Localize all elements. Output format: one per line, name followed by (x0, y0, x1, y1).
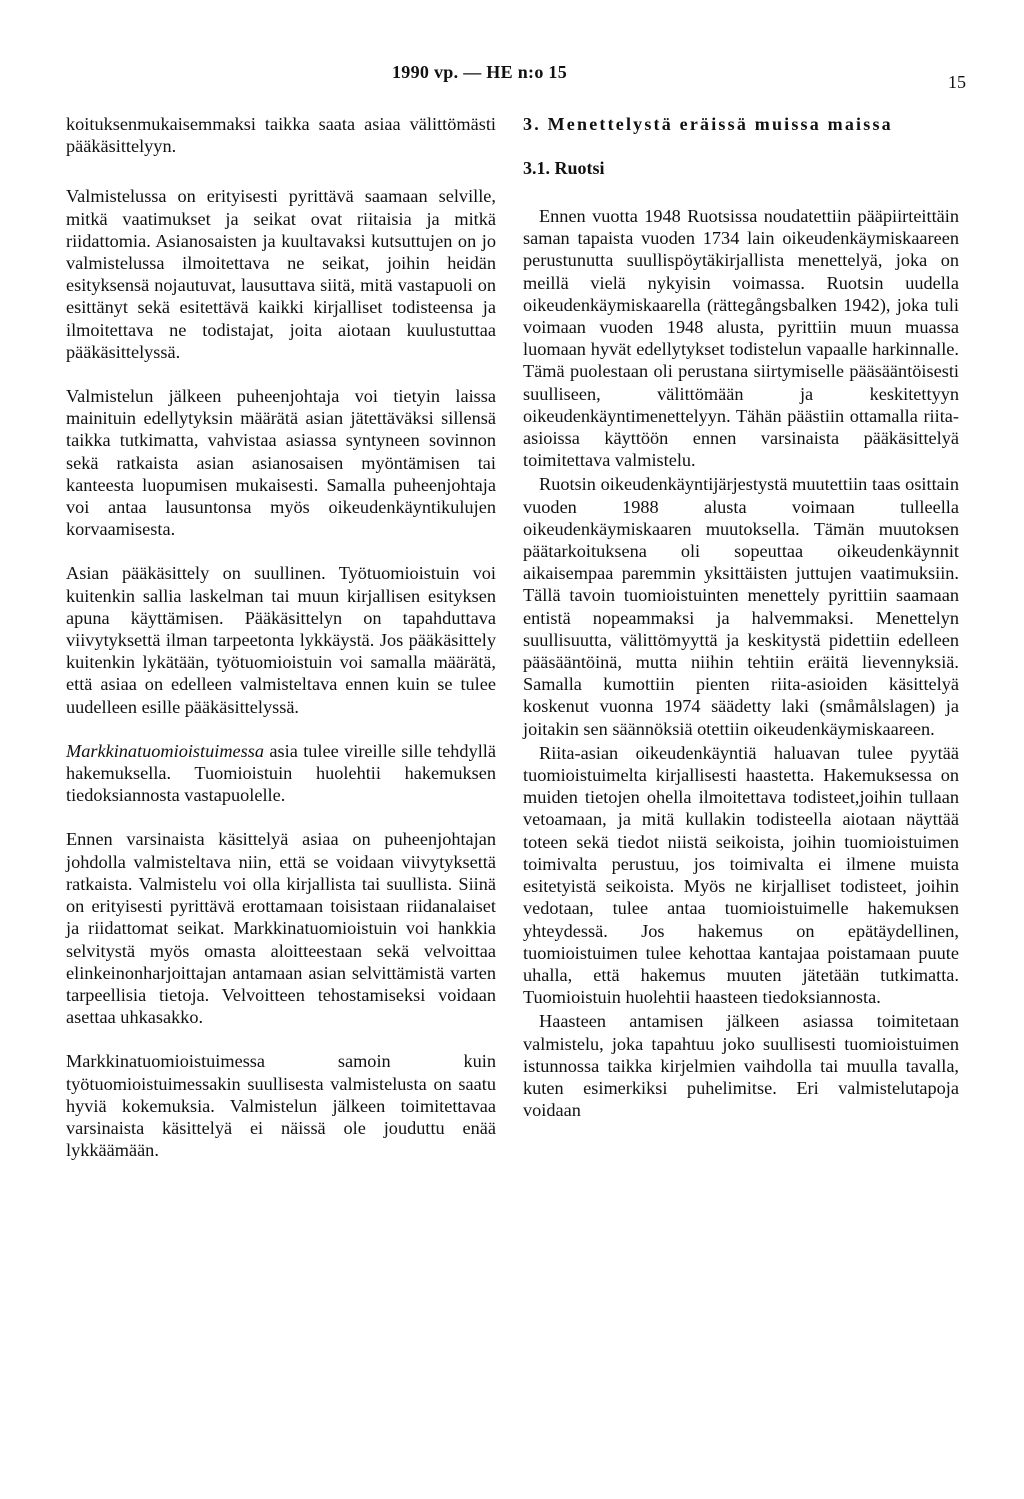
paragraph: Ennen varsinaista käsittelyä asiaa on puheenjohtajan johdolla valmisteltava niin, että se voidaan viivytyksettä ratkaista. Valmistelu voi olla kirjallista tai suullista. Siinä on erityisesti pyrittävä erottamaan toisistaan riidanalaiset ja riidattomat seikat. Markkinatuomioistuin voi hankkia selvitystä myös omasta aloitteestaan sekä velvoittaa elinkeinonharjoittajan antamaan asian selvittämistä varten tarpeellisia tietoja. Velvoitteen tehostamiseksi voidaan asettaa uhkasakko. (66, 829, 496, 1028)
paragraph: koituksenmukaisemmaksi taikka saata asiaa välittömästi pääkäsittelyyn. (66, 114, 496, 157)
paragraph: Haasteen antamisen jälkeen asiassa toimitetaan valmistelu, joka tapahtuu joko suullisesti tuomioistuimen istunnossa taikka kirjelmien vaihdolla tai muulla tavalla, kuten esimerkiksi puhelimitse. Eri valmistelutapoja voidaan (523, 1011, 959, 1121)
paragraph: Ennen vuotta 1948 Ruotsissa noudatettiin pääpiirteittäin saman tapaista vuoden 1734 lain oikeudenkäymiskaareen perustunutta suullispöytäkirjallista menettelyä, joka on meillä vielä nykyisin voimassa. Ruotsin uudella oikeudenkäymiskaarella (rättegångsbalken 1942), joka tuli voimaan vuoden 1948 alusta, pyrittiin muun muassa luomaan hyvät edellytykset todistelun vapaalle harkinnalle. Tämä puolestaan oli perustana siirtymiselle pääsääntöisesti suulliseen, välittömään ja keskitettyyn oikeudenkäyntimenettelyyn. Tähän päästiin ottamalla riita-asioissa käyttöön ennen varsinaista pääkäsittelyä toimitettava valmistelu. (523, 206, 959, 471)
paragraph: Markkinatuomioistuimessa samoin kuin työtuomioistuimessakin suullisesta valmistelusta on saatu hyviä kokemuksia. Valmistelun jälkeen toimitettavaa varsinaista käsittelyä ei näissä ole jouduttu enää lykkäämään. (66, 1051, 496, 1161)
paragraph: Valmistelussa on erityisesti pyrittävä saamaan selville, mitkä vaatimukset ja seikat ovat riitaisia ja mitkä riidattomia. Asianosaisten ja kuultavaksi kutsuttujen on jo valmistelussa ilmoitettava ne seikat, joihin heidän esityksensä nojautuvat, lausuttava siitä, mitä vastapuoli on esittänyt sekä esitettävä kaikki kirjalliset todisteensa ja ilmoitettava ne todistajat, joita aiotaan kuulustuttaa pääkäsittelyssä. (66, 186, 496, 362)
italic-lead-term: Markkinatuomioistuimessa (66, 740, 265, 761)
paragraph-text: asia tulee vireille sille tehdyllä hakemuksella. Tuomioistuin huolehtii hakemuksen tiedoksiannosta vastapuolelle. (66, 740, 496, 806)
paragraph-markkina (66, 740, 496, 807)
right-column (523, 113, 959, 1123)
paragraph: Asian pääkäsittely on suullinen. Työtuomioistuin voi kuitenkin sallia laskelman tai muun kirjallisen esityksen apuna käyttämisen. Pääkäsittelyn on tapahduttava viivytyksettä ilman tarpeetonta lykkäystä. Jos pääkäsittely kuitenkin lykätään, työtuomioistuin voi samalla määrätä, että asiaa on edelleen valmisteltava ennen kuin se tulee uudelleen esille pääkäsittelyssä. (66, 563, 496, 717)
running-header-title: 1990 vp. — HE n:o 15 (392, 62, 568, 82)
paragraph: Valmistelun jälkeen puheenjohtaja voi tietyin laissa mainituin edellytyksin määrätä asian jätettäväksi sillensä taikka tutkimatta, vahvistaa asiassa syntyneen sovinnon sekä ratkaista asian asianosaisen myöntämisen tai kanteesta luopumisen mukaisesti. Samalla puheenjohtaja voi antaa lausuntonsa myös oikeudenkäyntikulujen korvaamisesta. (66, 386, 496, 540)
paragraph: Riita-asian oikeudenkäyntiä haluavan tulee pyytää tuomioistuimelta kirjallisesti haastetta. Hakemuksessa on muiden tietojen ohella ilmoitettava todisteet,joihin tullaan vetoamaan, ja mitä kullakin todisteella aiotaan näyttää toteen sekä tiedot niistä seikoista, joihin tuomioistuimen toimivalta perustuu, jos toimivalta ei ilmene muista esitetyistä seikoista. Myös ne kirjalliset todisteet, joihin vedotaan, tulee antaa tuomioistuimelle hakemuksen yhteydessä. Jos hakemus on epätäydellinen, tuomioistuimen tulee kehottaa kantajaa poistamaan puute uhalla, että hakemus muuten jätetään tutkimatta. Tuomioistuin huolehtii haasteen tiedoksiannosta. (523, 742, 959, 1008)
section-heading: 3. Menettelystä eräissä muissa maissa (523, 114, 893, 134)
page-number: 15 (948, 72, 966, 92)
subsection-heading: 3.1. Ruotsi (523, 158, 605, 178)
page-header (0, 62, 1024, 92)
left-column (66, 113, 496, 1183)
paragraph: Ruotsin oikeudenkäyntijärjestystä muutettiin taas osittain vuoden 1988 alusta voimaan tulleella oikeudenkäymiskaaren muutoksella. Tämän muutoksen päätarkoituksena oli sopeuttaa oikeudenkäynnit aikaisempaa paremmin yksittäisten juttujen vaatimuksiin. Tällä tavoin tuomioistuinten menettely pyrittiin saamaan entistä nopeammaksi ja halvemmaksi. Menettelyn suullisuutta, välittömyyttä ja keskitystä pidettiin edelleen pääsääntöinä, mutta niihin tehtiin eräitä lievennyksiä. Samalla kumottiin pienten riita-asioiden käsittelyä koskenut vuonna 1974 säädetty laki (småmålslagen) ja joitakin sen säännöksiä otettiin oikeudenkäymiskaareen. (523, 474, 959, 739)
